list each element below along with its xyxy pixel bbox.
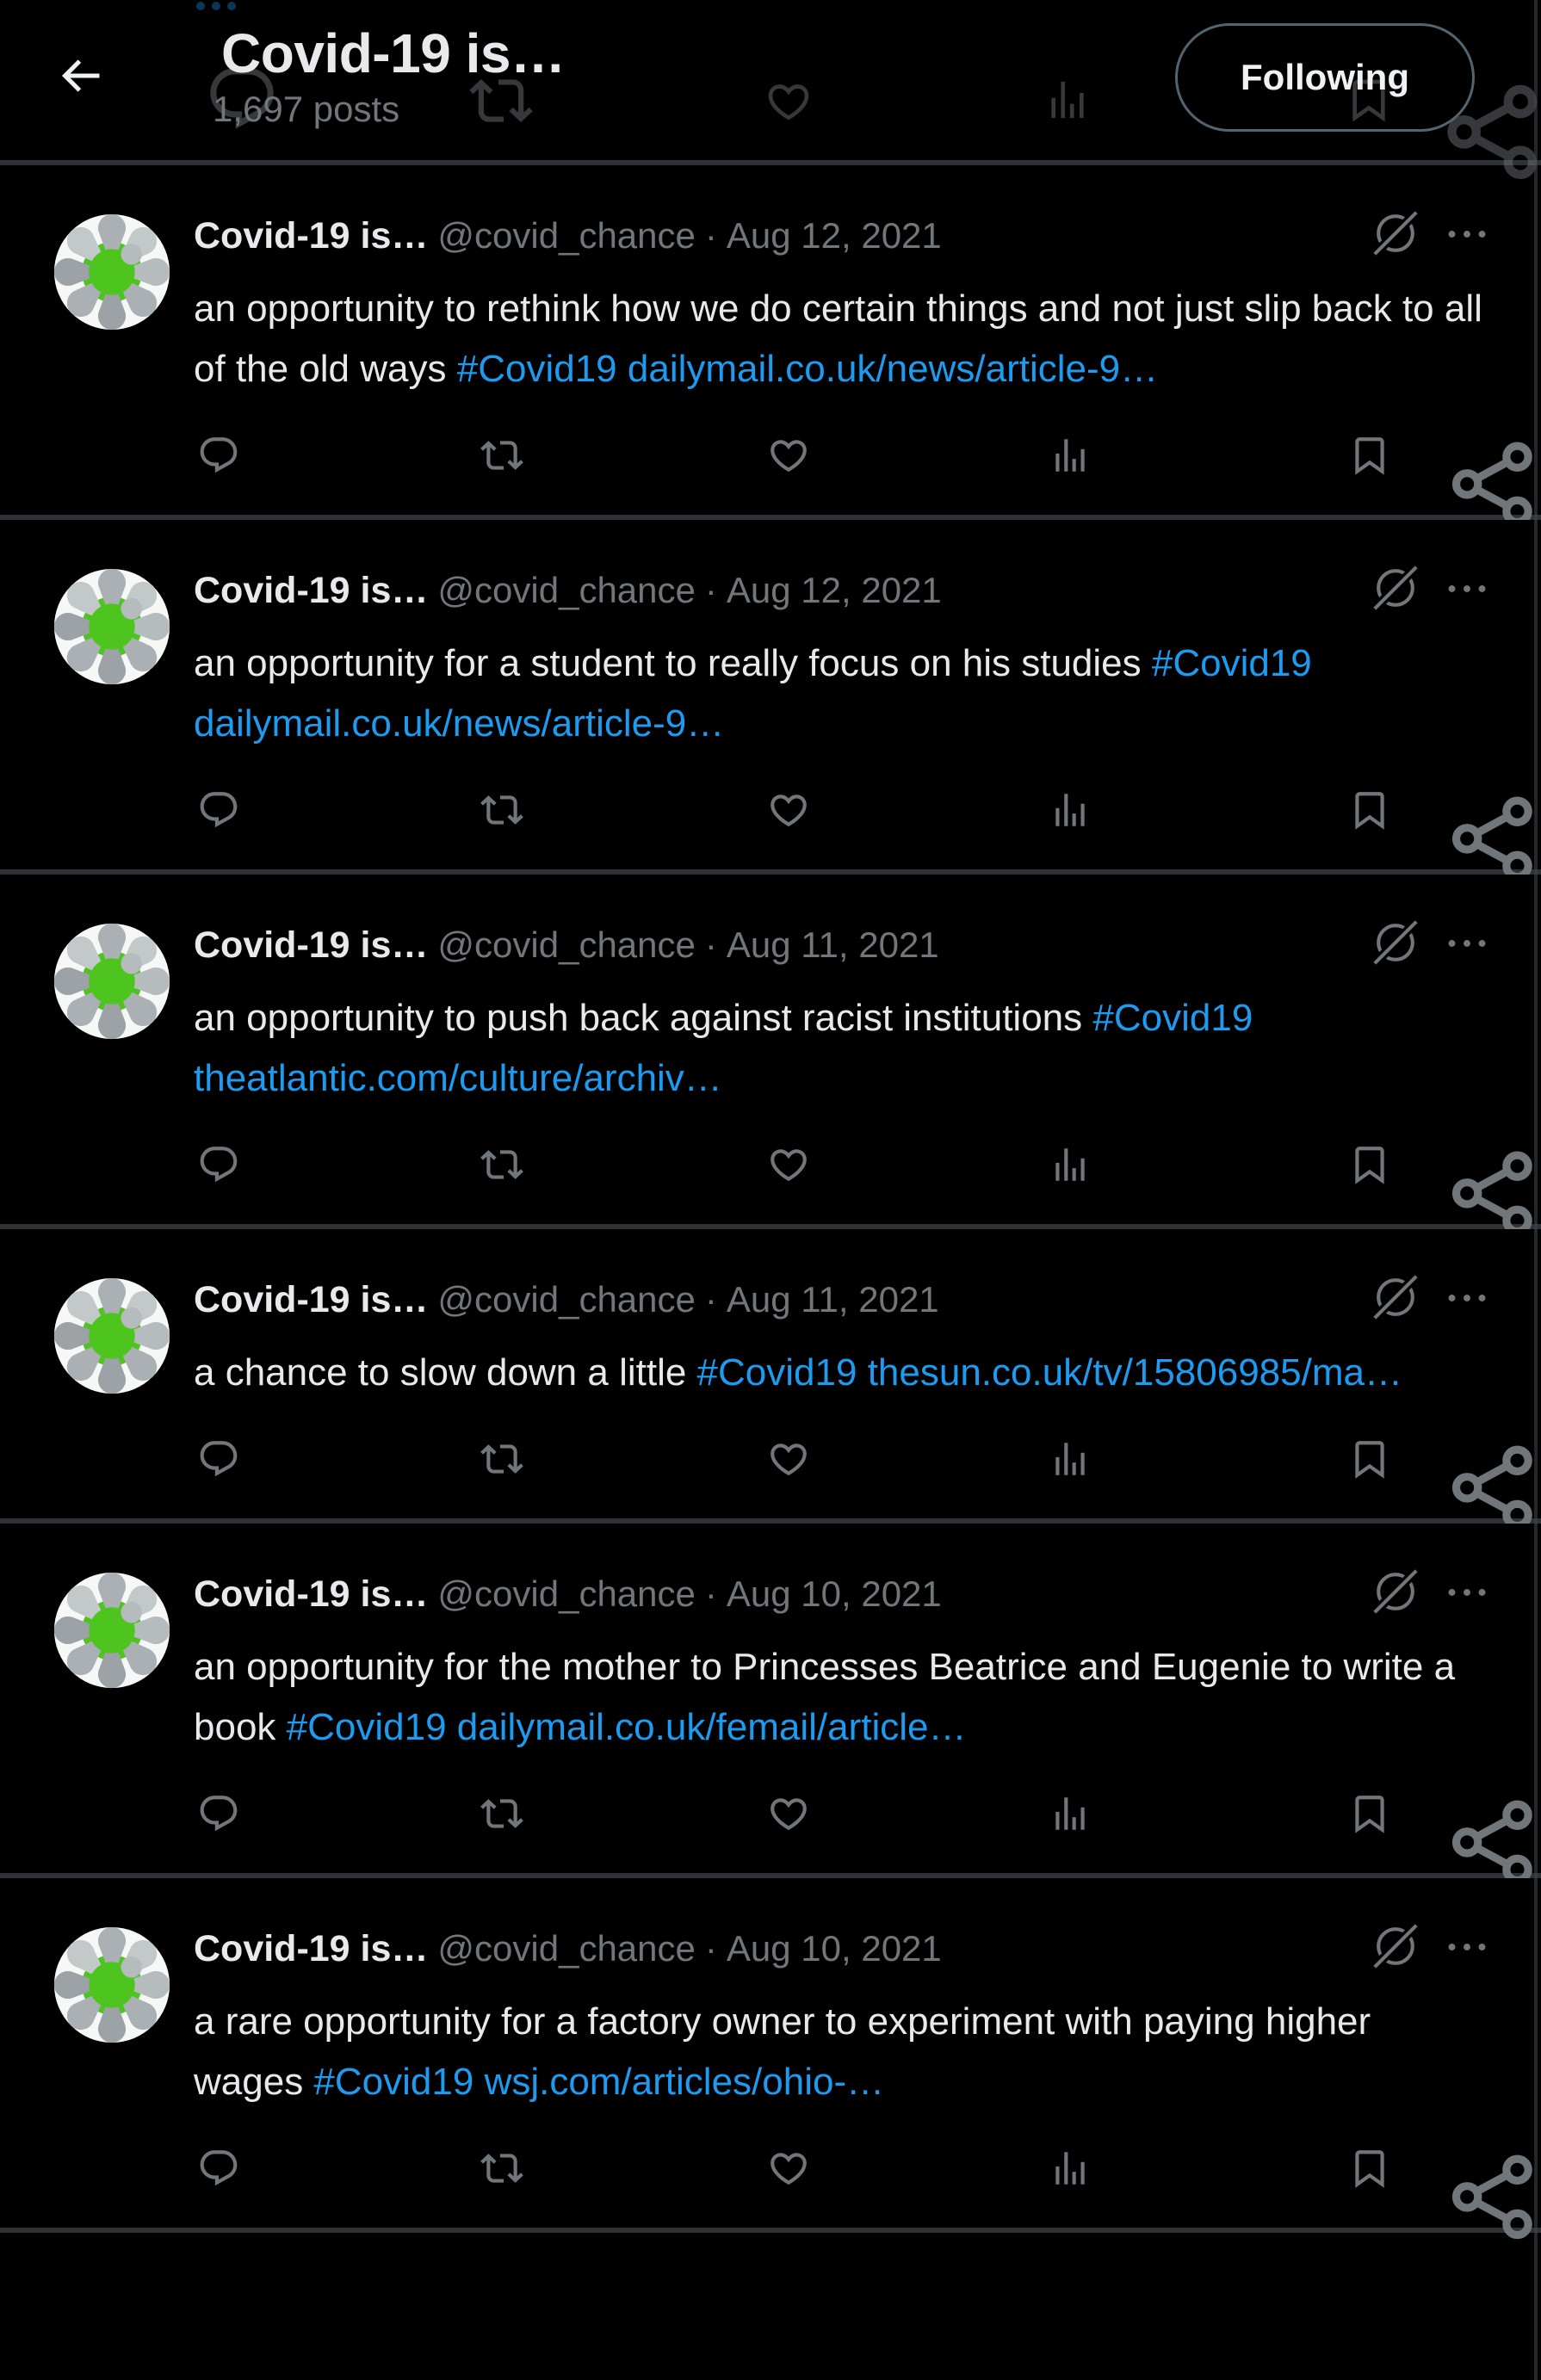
repost-button[interactable] (480, 1792, 523, 1835)
more-icon[interactable] (1443, 919, 1491, 967)
bookmark-button[interactable] (1348, 1143, 1391, 1186)
bookmark-icon (1348, 1143, 1391, 1186)
grok-icon[interactable] (1371, 1921, 1420, 1971)
author-handle[interactable]: @covid_chance (437, 924, 696, 965)
tweet-header-row (194, 215, 1313, 267)
page-title: Covid-19 is… (221, 22, 566, 84)
tweet-text: a chance to slow down a little (194, 1351, 697, 1394)
share-icon (1442, 788, 1485, 831)
repost-button[interactable] (480, 1437, 523, 1481)
tweet-body (194, 988, 1485, 1109)
tweet-text: an opportunity for a student to really focus on his studies (194, 642, 1152, 684)
repost-icon (480, 1437, 523, 1481)
tweet-actions-row (194, 1437, 1489, 1481)
share-icon (1442, 434, 1485, 477)
like-icon (767, 1143, 810, 1186)
share-button[interactable] (1442, 1437, 1485, 1481)
tweet-list (0, 165, 1541, 2233)
share-icon (1442, 1143, 1485, 1186)
tweet-body (194, 634, 1485, 754)
tweet-header-row (194, 570, 1313, 621)
tweet-date[interactable]: Aug 11, 2021 (726, 1279, 939, 1320)
tweet-date[interactable]: Aug 11, 2021 (726, 924, 939, 965)
url-link[interactable]: wsj.com/articles/ohio-… (484, 2061, 885, 2103)
reply-icon (197, 434, 240, 477)
reply-icon (197, 1437, 240, 1481)
tweet-header-row (194, 1279, 1313, 1331)
reply-icon (197, 2147, 240, 2190)
avatar[interactable] (53, 213, 170, 331)
like-icon (767, 2147, 810, 2190)
like-button[interactable] (767, 1143, 810, 1186)
back-button[interactable] (52, 48, 108, 105)
like-button[interactable] (767, 1437, 810, 1481)
views-button[interactable] (1049, 788, 1092, 831)
tweet-header-row (194, 1573, 1313, 1625)
tweet[interactable] (0, 1229, 1541, 1524)
author-handle[interactable]: @covid_chance (437, 1928, 696, 1969)
like-icon (767, 1792, 810, 1835)
tweet[interactable] (0, 1524, 1541, 1878)
tweet-text: an opportunity for the mother to Princesses Beatrice and Eugenie to write a book (194, 1646, 1456, 1748)
bookmark-icon (1348, 788, 1391, 831)
views-icon (1049, 1437, 1092, 1481)
more-icon[interactable] (1443, 1274, 1491, 1322)
bookmark-button[interactable] (1348, 1792, 1391, 1835)
tweet-date[interactable]: Aug 12, 2021 (726, 570, 942, 610)
repost-button[interactable] (480, 788, 523, 831)
avatar[interactable] (53, 1926, 170, 2043)
tweet-body (194, 1992, 1485, 2112)
share-icon (1442, 1792, 1485, 1835)
arrow-left-icon (54, 50, 106, 102)
profile-header (0, 0, 1541, 165)
tweet[interactable] (0, 875, 1541, 1229)
avatar[interactable] (53, 568, 170, 685)
scrollbar-track[interactable] (1534, 0, 1538, 2380)
grok-icon[interactable] (1371, 563, 1420, 613)
reply-button[interactable] (197, 788, 240, 831)
reply-button[interactable] (197, 434, 240, 477)
grok-icon[interactable] (1371, 1567, 1420, 1617)
views-icon (1043, 76, 1092, 124)
faded-link-ellipsis (196, 2, 236, 10)
bookmark-button[interactable] (1348, 434, 1391, 477)
bookmark-icon (1348, 1792, 1391, 1835)
reply-icon (197, 1792, 240, 1835)
tweet-date[interactable]: Aug 12, 2021 (726, 215, 942, 256)
reply-icon (197, 788, 240, 831)
share-icon (1442, 1437, 1485, 1481)
like-button[interactable] (767, 788, 810, 831)
tweet-body (194, 1637, 1485, 1758)
like-icon (767, 434, 810, 477)
author-name[interactable]: Covid-19 is… (194, 1928, 429, 1969)
views-icon (1049, 1143, 1092, 1186)
share-button[interactable] (1442, 788, 1485, 831)
share-button[interactable] (1442, 2147, 1485, 2190)
tweet-body (194, 279, 1485, 399)
tweet-actions-row (194, 1143, 1489, 1186)
tweet-actions-row (194, 2147, 1489, 2190)
date-separator: · (704, 570, 717, 610)
virus-avatar-image (53, 923, 170, 1040)
tweet[interactable] (0, 1878, 1541, 2233)
tweet-actions-row (194, 1792, 1489, 1835)
hashtag-link[interactable]: #Covid19 (456, 348, 628, 390)
views-button[interactable] (1049, 1437, 1092, 1481)
tweet-text: an opportunity to rethink how we do certain things and not just slip back to all of the old ways (194, 287, 1482, 390)
tweet-header-row (194, 1928, 1313, 1980)
more-icon[interactable] (1443, 210, 1491, 258)
author-handle[interactable]: @covid_chance (437, 215, 696, 256)
bookmark-icon (1348, 434, 1391, 477)
author-handle[interactable]: @covid_chance (437, 1279, 696, 1320)
share-icon (1442, 2147, 1485, 2190)
virus-avatar-image (53, 1572, 170, 1689)
author-handle[interactable]: @covid_chance (437, 1573, 696, 1614)
repost-icon (480, 788, 523, 831)
date-separator: · (704, 1573, 717, 1614)
avatar[interactable] (53, 1277, 170, 1394)
url-link[interactable]: theatlantic.com/culture/archiv… (194, 1057, 722, 1099)
avatar[interactable] (53, 923, 170, 1040)
virus-avatar-image (53, 1926, 170, 2043)
avatar[interactable] (53, 1572, 170, 1689)
tweet-date[interactable]: Aug 10, 2021 (726, 1573, 942, 1614)
virus-avatar-image (53, 1277, 170, 1394)
author-name[interactable]: Covid-19 is… (194, 1573, 429, 1615)
like-button[interactable] (767, 434, 810, 477)
repost-icon (480, 1792, 523, 1835)
repost-button[interactable] (480, 2147, 523, 2190)
reply-button[interactable] (197, 1143, 240, 1186)
share-button[interactable] (1442, 434, 1485, 477)
hashtag-link[interactable]: #Covid19 (1092, 997, 1253, 1039)
more-icon[interactable] (1443, 1923, 1491, 1971)
views-icon (1049, 2147, 1092, 2190)
grok-icon[interactable] (1371, 1272, 1420, 1322)
views-button[interactable] (1049, 434, 1092, 477)
bookmark-icon (1348, 1437, 1391, 1481)
tweet-header-row (194, 924, 1313, 976)
bookmark-button[interactable] (1348, 1437, 1391, 1481)
views-icon (1049, 788, 1092, 831)
like-icon (767, 1437, 810, 1481)
views-icon (1049, 1792, 1092, 1835)
hashtag-link[interactable]: #Covid19 (313, 2061, 485, 2103)
share-button[interactable] (1442, 1792, 1485, 1835)
like-icon (764, 77, 813, 126)
virus-avatar-image (53, 568, 170, 685)
tweet-actions-row (194, 434, 1489, 477)
hashtag-link[interactable]: #Covid19 (696, 1351, 868, 1394)
hashtag-link[interactable]: #Covid19 (1151, 642, 1312, 684)
url-link[interactable]: dailymail.co.uk/news/article-9… (627, 348, 1159, 390)
like-button[interactable] (767, 1792, 810, 1835)
repost-button[interactable] (480, 434, 523, 477)
tweet-actions-row (194, 788, 1489, 831)
virus-avatar-image (53, 213, 170, 331)
author-name[interactable]: Covid-19 is… (194, 924, 429, 966)
tweet[interactable] (0, 165, 1541, 520)
grok-icon[interactable] (1371, 208, 1420, 258)
bookmark-icon (1348, 2147, 1391, 2190)
following-button[interactable]: Following (1175, 23, 1475, 132)
tweet-date[interactable]: Aug 10, 2021 (726, 1928, 942, 1969)
like-button[interactable] (767, 2147, 810, 2190)
reply-icon (197, 1143, 240, 1186)
author-name[interactable]: Covid-19 is… (194, 1279, 429, 1320)
author-name[interactable]: Covid-19 is… (194, 570, 429, 611)
reply-button[interactable] (197, 1437, 240, 1481)
repost-icon (480, 2147, 523, 2190)
date-separator: · (704, 215, 717, 256)
views-button[interactable] (1049, 2147, 1092, 2190)
date-separator: · (704, 1279, 717, 1320)
url-link[interactable]: dailymail.co.uk/femail/article… (456, 1706, 967, 1748)
more-icon[interactable] (1443, 565, 1491, 613)
posts-count: 1,697 posts (213, 89, 400, 129)
tweet-body (194, 1343, 1485, 1403)
tweet-text: a rare opportunity for a factory owner to experiment with paying higher wages (194, 2000, 1371, 2103)
date-separator: · (704, 924, 717, 965)
url-link[interactable]: thesun.co.uk/tv/15806985/ma… (867, 1351, 1402, 1394)
repost-button[interactable] (480, 1143, 523, 1186)
share-button[interactable] (1442, 1143, 1485, 1186)
grok-icon[interactable] (1371, 918, 1420, 967)
tweet[interactable] (0, 520, 1541, 875)
like-icon (767, 788, 810, 831)
author-name[interactable]: Covid-19 is… (194, 215, 429, 257)
views-button[interactable] (1049, 1143, 1092, 1186)
reply-button[interactable] (197, 1792, 240, 1835)
url-link[interactable]: dailymail.co.uk/news/article-9… (194, 702, 725, 745)
bookmark-button[interactable] (1348, 2147, 1391, 2190)
date-separator: · (704, 1928, 717, 1969)
tweet-text: an opportunity to push back against racist institutions (194, 997, 1093, 1039)
reply-button[interactable] (197, 2147, 240, 2190)
hashtag-link[interactable]: #Covid19 (286, 1706, 457, 1748)
repost-icon (480, 1143, 523, 1186)
repost-icon (480, 434, 523, 477)
views-icon (1049, 434, 1092, 477)
views-button[interactable] (1049, 1792, 1092, 1835)
more-icon[interactable] (1443, 1568, 1491, 1617)
author-handle[interactable]: @covid_chance (437, 570, 696, 610)
bookmark-button[interactable] (1348, 788, 1391, 831)
